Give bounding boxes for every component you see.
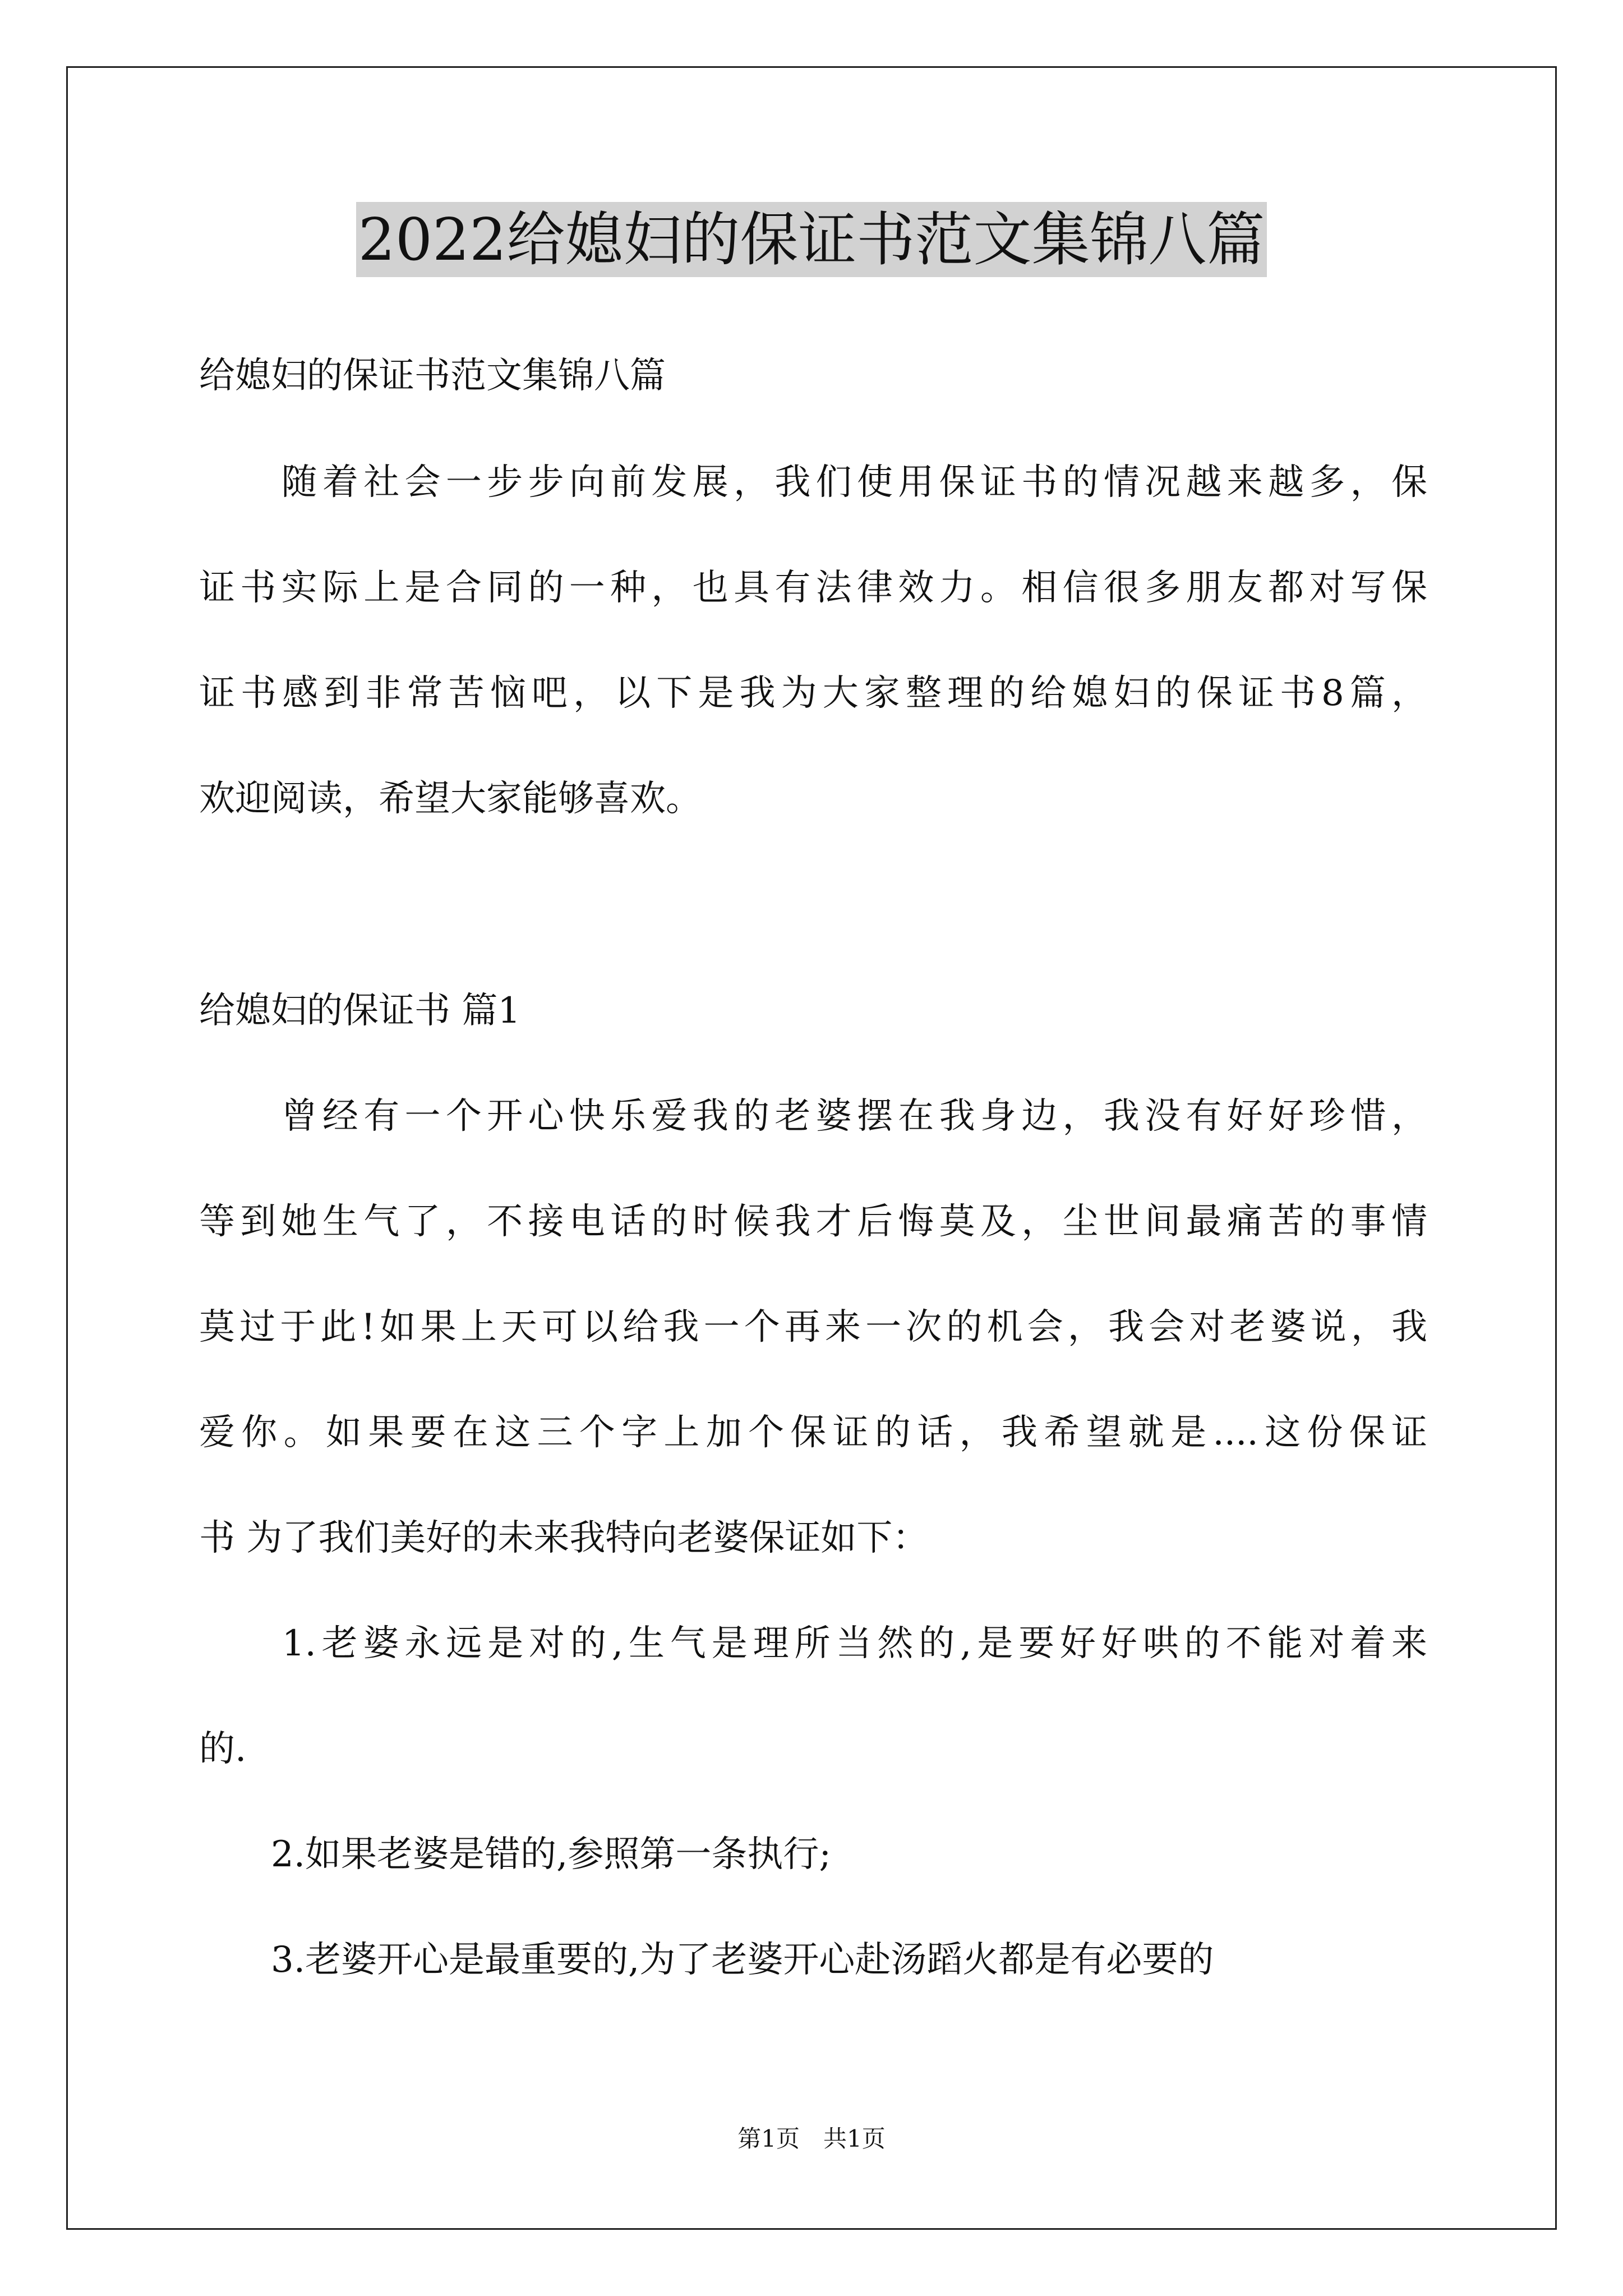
body-line-1: 曾经有一个开心快乐爱我的老婆摆在我身边，我没有好好珍惜， [199,1096,1427,1137]
item-2: 2.如果老婆是错的,参照第一条执行; [199,1834,831,1875]
body-line-4: 爱你。如果要在这三个字上加个保证的话，我希望就是....这份保证 [199,1412,1427,1453]
item-1-line-1: 1.老婆永远是对的,生气是理所当然的,是要好好哄的不能对着来 [199,1623,1427,1664]
item-1-line-2: 的. [199,1728,247,1770]
intro-line-2: 证书实际上是合同的一种，也具有法律效力。相信很多朋友都对写保 [199,567,1427,609]
item-3: 3.老婆开心是最重要的,为了老婆开心赴汤蹈火都是有必要的 [199,1939,1214,1981]
body-line-2: 等到她生气了，不接电话的时候我才后悔莫及，尘世间最痛苦的事情 [199,1201,1427,1243]
intro-line-4: 欢迎阅读，希望大家能够喜欢。 [199,778,702,820]
intro-line-1: 随着社会一步步向前发展，我们使用保证书的情况越来越多，保 [199,462,1427,503]
body-line-5: 书 为了我们美好的未来我特向老婆保证如下： [199,1517,929,1559]
body-line-3: 莫过于此!如果上天可以给我一个再来一次的机会，我会对老婆说，我 [199,1306,1427,1348]
document-subtitle: 给媳妇的保证书范文集锦八篇 [199,355,666,397]
section-heading: 给媳妇的保证书 篇1 [199,990,521,1032]
intro-line-3: 证书感到非常苦恼吧，以下是我为大家整理的给媳妇的保证书8篇， [199,673,1427,714]
title-container [0,202,1623,277]
page-footer: 第1页 共1页 [737,2125,886,2152]
document-title: 2022给媳妇的保证书范文集锦八篇 [356,202,1267,277]
